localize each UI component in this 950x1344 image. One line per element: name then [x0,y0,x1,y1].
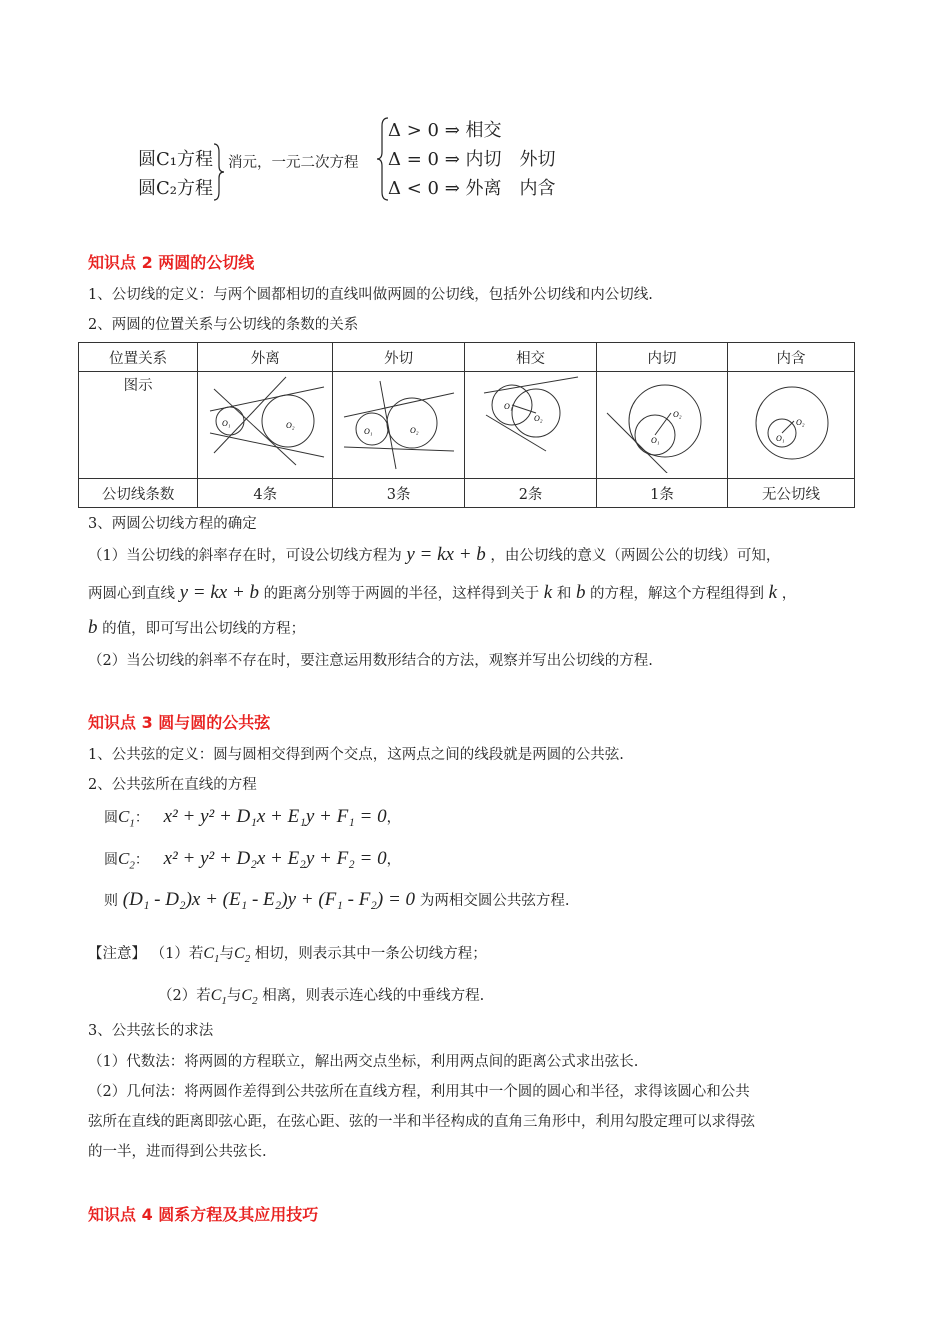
circle1-general-equation: 圆$C_1$： x² + y² + D₁x + E₁y + F₁ = 0， [104,806,401,830]
text-span: ， [781,586,797,602]
note-label: 【注意】 [88,946,146,962]
text-span: 的值，即可写出公切线的方程； [102,621,306,637]
text-span: 的方程，解这个方程组得到 [590,586,765,602]
paragraph: 1、公切线的定义：与两个圆都相切的直线叫做两圆的公切线，包括外公切线和内公切线. [88,287,653,303]
svg-text:O₁: O₁ [776,434,785,443]
paragraph: 2、公共弦所在直线的方程 [88,777,257,793]
svg-text:O₁: O₁ [651,436,660,445]
external-separate-diagram [200,373,330,473]
elimination-label: 消元，一元二次方程 [228,155,359,171]
external-tangent-diagram [336,373,462,473]
paragraph: 3、公共弦长的求法 [88,1023,214,1039]
paragraph: （2）当公切线的斜率不存在时，要注意运用数形结合的方法，观察并写出公切线的方程. [88,653,653,669]
paragraph: 2、两圆的位置关系与公切线的条数的关系 [88,317,359,333]
variable-k: k [543,582,553,603]
tangent-line-equation: y = kx + b [179,582,260,603]
case-separate: Δ < 0 ⇒ 外离 内含 [388,178,556,199]
paragraph: 弦所在直线的距离即弦心距，在弦心距、弦的一半和半径构成的直角三角形中，利用勾股定理可以求得弦 [88,1114,755,1130]
table-cell: 3条 [333,479,465,508]
table-cell: 无公切线 [728,479,855,508]
text-span: 的距离分别等于两圆的半径，这样得到关于 [263,586,540,602]
svg-text:O₂: O₂ [533,414,543,423]
paragraph: 1、公共弦的定义：圆与圆相交得到两个交点，这两点之间的线段就是两圆的公共弦. [88,747,624,763]
figure-contained [728,372,855,479]
text-span: ，由公切线的意义（两圆公公的切线）可知， [490,548,781,564]
text-span: 两圆心到直线 [88,586,175,602]
common-chord-equation: 则 (D₁ - D₂)x + (E₁ - E₂)y + (F₁ - F₂) = 0 为两相交圆公共弦方程. [104,889,570,910]
section-heading-3: 知识点 3 圆与圆的公共弦 [88,713,271,732]
tangent-line-equation: y = kx + b [406,544,486,565]
svg-text:O₂: O₂ [409,426,419,435]
paragraph: （2）几何法：将两圆作差得到公共弦所在直线方程，利用其中一个圆的圆心和半径，求得该圆心和公共 [88,1084,750,1100]
table-cell: 1条 [597,479,728,508]
svg-text:O₁: O₁ [503,402,513,411]
internal-tangent-diagram [599,373,725,473]
circle2-equation-label: 圆C₂方程 [138,178,213,199]
table-header-cell: 相交 [465,343,597,372]
intersecting-diagram [468,373,594,473]
variable-b: b [88,617,98,638]
table-header-cell: 外切 [333,343,465,372]
paragraph: （1）代数法：将两圆的方程联立，解出两交点坐标，利用两点间的距离公式求出弦长. [88,1054,639,1070]
paragraph: 3、两圆公切线方程的确定 [88,516,257,532]
section-heading-4: 知识点 4 圆系方程及其应用技巧 [88,1205,319,1224]
svg-text:O₂: O₂ [673,410,682,419]
circle1-equation-label: 圆C₁方程 [138,149,213,170]
circle2-general-equation: 圆$C_2$： x² + y² + D₂x + E₂y + F₂ = 0， [104,848,401,872]
table-header-cell: 外离 [198,343,333,372]
text-span: （1）当公切线的斜率存在时，可设公切线方程为 [88,548,402,564]
paragraph: 的一半，进而得到公共弦长. [88,1144,267,1160]
svg-text:O₁: O₁ [363,427,373,436]
case-intersect: Δ > 0 ⇒ 相交 [388,120,502,141]
variable-k: k [768,582,778,603]
table-row-label: 公切线条数 [79,479,198,508]
case-tangent: Δ = 0 ⇒ 内切 外切 [388,149,556,170]
contained-diagram [728,373,854,473]
text-span: 和 [556,586,572,602]
table-cell: 4条 [198,479,333,508]
figure-external-separate [198,372,333,479]
svg-text:O₁: O₁ [222,419,231,428]
table-header-cell: 内含 [728,343,855,372]
paragraph [88,582,796,604]
paragraph [88,617,305,639]
tangent-count-table [78,342,855,508]
svg-text:O₂: O₂ [286,421,295,430]
table-header-cell: 位置关系 [79,343,198,372]
table-row-label: 图示 [79,372,198,479]
figure-internal-tangent [597,372,728,479]
svg-text:O₂: O₂ [796,418,805,427]
note-1: 【注意】 （1）若$C_1$与$C_2$ 相切，则表示其中一条公切线方程； [88,945,487,966]
table-header-cell: 内切 [597,343,728,372]
note-2: （2）若$C_1$与$C_2$ 相离，则表示连心线的中垂线方程. [158,987,485,1008]
paragraph [88,544,780,566]
table-cell: 2条 [465,479,597,508]
section-heading-2: 知识点 2 两圆的公切线 [88,253,255,272]
figure-intersecting [465,372,597,479]
left-brace [212,142,226,202]
figure-external-tangent [333,372,465,479]
variable-b: b [575,582,586,603]
